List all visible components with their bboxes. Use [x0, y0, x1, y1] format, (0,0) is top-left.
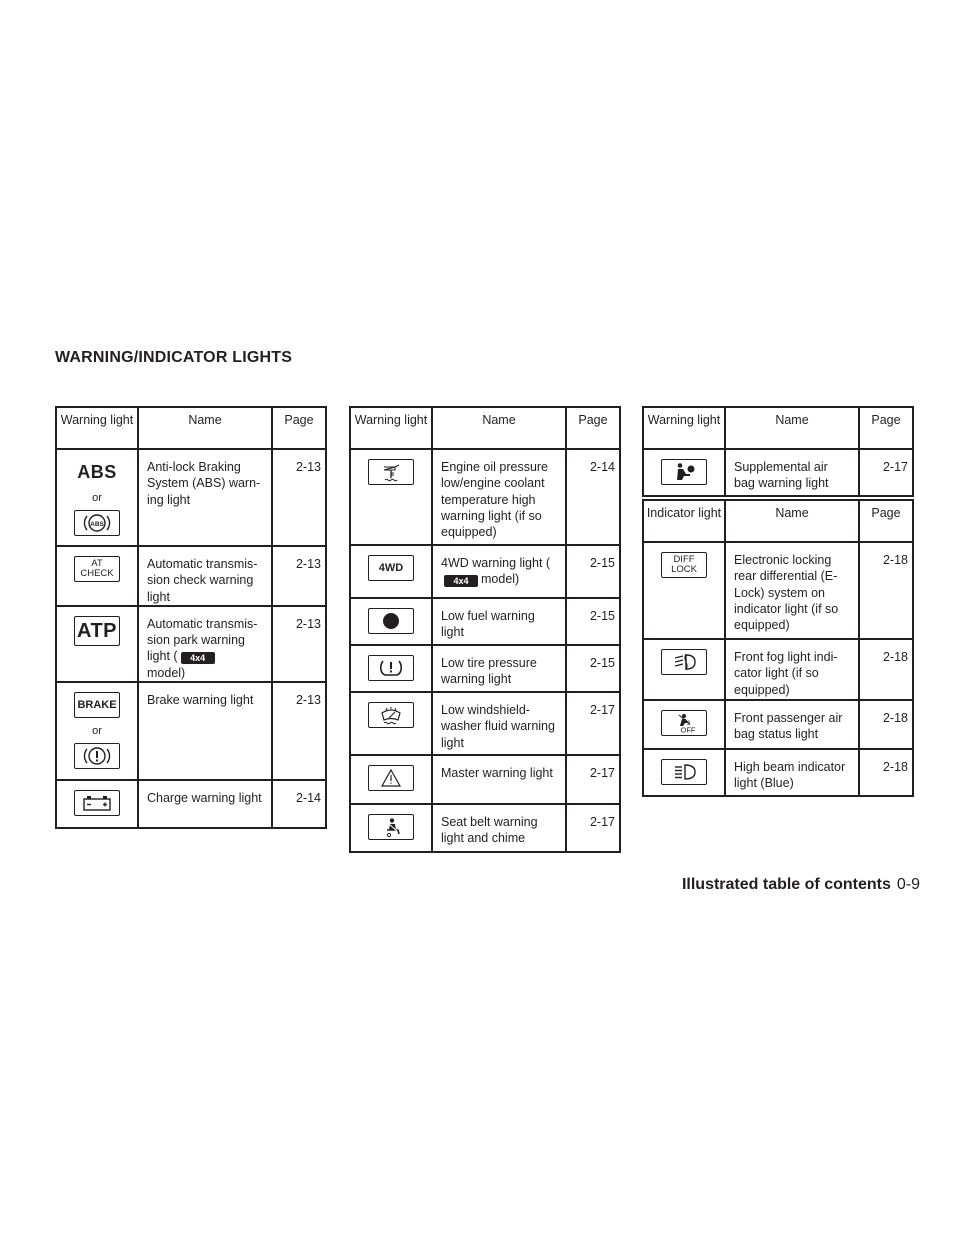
row-name: Low fuel warning light — [432, 598, 566, 645]
header-light: Warning light — [643, 407, 725, 449]
fog-light-icon — [661, 649, 707, 675]
table-row — [56, 780, 326, 828]
header-name: Name — [432, 407, 566, 449]
airbag-icon — [661, 459, 707, 485]
table-row — [350, 449, 620, 545]
row-name: Master warning light — [432, 755, 566, 804]
header-light: Indicator light — [643, 500, 725, 542]
4x4-badge-icon: 4x4 — [444, 575, 478, 587]
row-page: 2-18 — [859, 639, 913, 700]
row-name: Seat belt warning light and chime — [432, 804, 566, 852]
at-check-icon-line1: AT — [91, 558, 103, 569]
row-name-before: Automatic transmis-sion park warning light ( — [147, 616, 258, 664]
row-page: 2-17 — [859, 449, 913, 496]
passenger-airbag-off-text: OFF — [680, 725, 696, 734]
footer-title: Illustrated table of contents — [681, 876, 891, 893]
brake-circle-icon — [74, 743, 120, 769]
warning-lights-table-3 — [642, 406, 914, 497]
table-row — [643, 749, 913, 796]
header-page: Page — [859, 500, 913, 542]
row-page: 2-14 — [566, 449, 620, 545]
warning-lights-table-2 — [349, 406, 621, 853]
row-page: 2-15 — [566, 545, 620, 598]
atp-icon: ATP — [74, 616, 120, 646]
table-header — [643, 407, 913, 449]
row-name: Charge warning light — [138, 780, 272, 828]
icon-cell — [350, 449, 432, 545]
table-row — [643, 449, 913, 496]
row-name: High beam indicator light (Blue) — [725, 749, 859, 796]
or-label: or — [92, 492, 102, 504]
row-name: Front passenger air bag status light — [725, 700, 859, 749]
row-name: Automatic transmis-sion check warning light — [138, 546, 272, 606]
4x4-badge-icon: 4x4 — [181, 652, 215, 664]
low-fuel-dot-icon — [368, 608, 414, 634]
row-page: 2-13 — [272, 546, 326, 606]
row-page: 2-13 — [272, 449, 326, 546]
header-page: Page — [859, 407, 913, 449]
icon-cell — [56, 682, 138, 780]
icon-cell — [643, 542, 725, 639]
table-row — [56, 546, 326, 606]
abs-circle-text: ABS — [90, 521, 104, 528]
icon-cell — [56, 449, 138, 546]
at-check-icon-line2: CHECK — [80, 568, 114, 579]
header-light: Warning light — [56, 407, 138, 449]
row-name: Supplemental air bag warning light — [725, 449, 859, 496]
table-row — [643, 700, 913, 749]
icon-cell — [350, 645, 432, 692]
table-header — [56, 407, 326, 449]
icon-cell — [350, 545, 432, 598]
header-page: Page — [566, 407, 620, 449]
row-name: Engine oil pressure low/engine coolant temperature high warning light (if so equipped) — [432, 449, 566, 545]
row-page: 2-17 — [566, 755, 620, 804]
table-row — [350, 598, 620, 645]
row-name — [432, 545, 566, 598]
row-name: Anti-lock Braking System (ABS) warn-ing light — [138, 449, 272, 546]
oil-coolant-icon — [368, 459, 414, 485]
row-page: 2-18 — [859, 542, 913, 639]
header-name: Name — [725, 407, 859, 449]
icon-cell — [643, 749, 725, 796]
row-name: Low windshield-washer fluid warning light — [432, 692, 566, 755]
icon-cell — [350, 598, 432, 645]
table-header — [350, 407, 620, 449]
table-row — [56, 682, 326, 780]
row-name: Electronic locking rear differential (E-Lock) system on indicator light (if so equipped) — [725, 542, 859, 639]
at-check-icon — [74, 556, 120, 582]
table-row — [56, 606, 326, 682]
icon-cell — [56, 606, 138, 682]
row-page: 2-13 — [272, 682, 326, 780]
row-page: 2-15 — [566, 598, 620, 645]
table-row — [643, 639, 913, 700]
row-name: Low tire pressure warning light — [432, 645, 566, 692]
header-name: Name — [138, 407, 272, 449]
row-page: 2-17 — [566, 692, 620, 755]
row-name: Brake warning light — [138, 682, 272, 780]
icon-cell — [643, 700, 725, 749]
svg-text:2: 2 — [687, 721, 691, 727]
row-name-before: 4WD warning light ( — [441, 556, 551, 570]
icon-cell — [56, 780, 138, 828]
high-beam-icon — [661, 759, 707, 785]
icon-cell — [350, 755, 432, 804]
abs-text-icon: ABS — [77, 461, 117, 482]
brake-text-icon: BRAKE — [74, 692, 120, 718]
washer-fluid-icon — [368, 702, 414, 728]
indicator-lights-table — [642, 499, 914, 797]
page-footer — [682, 876, 920, 894]
diff-lock-icon-line2: LOCK — [671, 564, 697, 575]
abs-circle-icon — [74, 510, 120, 536]
icon-cell — [350, 692, 432, 755]
row-page: 2-18 — [859, 700, 913, 749]
row-name: Front fog light indi-cator light (if so equipped) — [725, 639, 859, 700]
table-row — [350, 645, 620, 692]
header-name: Name — [725, 500, 859, 542]
icon-cell — [350, 804, 432, 852]
warning-lights-table-1 — [55, 406, 327, 829]
section-title: WARNING/INDICATOR LIGHTS — [55, 349, 293, 366]
footer-page-number: 0-9 — [896, 876, 920, 893]
table-row — [350, 692, 620, 755]
seat-belt-icon — [368, 814, 414, 840]
battery-icon — [74, 790, 120, 816]
tire-pressure-icon — [368, 655, 414, 681]
diff-lock-icon — [661, 552, 707, 578]
row-page: 2-15 — [566, 645, 620, 692]
row-page: 2-17 — [566, 804, 620, 852]
row-name-after: model) — [481, 572, 520, 587]
master-warning-icon — [368, 765, 414, 791]
row-page: 2-14 — [272, 780, 326, 828]
table-row — [350, 755, 620, 804]
icon-cell — [643, 449, 725, 496]
header-page: Page — [272, 407, 326, 449]
table-header — [643, 500, 913, 542]
table-row — [56, 449, 326, 546]
row-name-after: model) — [147, 665, 186, 680]
table-row — [643, 542, 913, 639]
row-page: 2-18 — [859, 749, 913, 796]
row-name — [138, 606, 272, 682]
row-page: 2-13 — [272, 606, 326, 682]
icon-cell — [643, 639, 725, 700]
table-row — [350, 545, 620, 598]
or-label: or — [92, 725, 102, 738]
diff-lock-icon-line1: DIFF — [673, 554, 695, 565]
table-row — [350, 804, 620, 852]
4wd-icon: 4WD — [368, 555, 414, 581]
passenger-airbag-off-icon — [661, 710, 707, 736]
icon-cell — [56, 546, 138, 606]
header-light: Warning light — [350, 407, 432, 449]
